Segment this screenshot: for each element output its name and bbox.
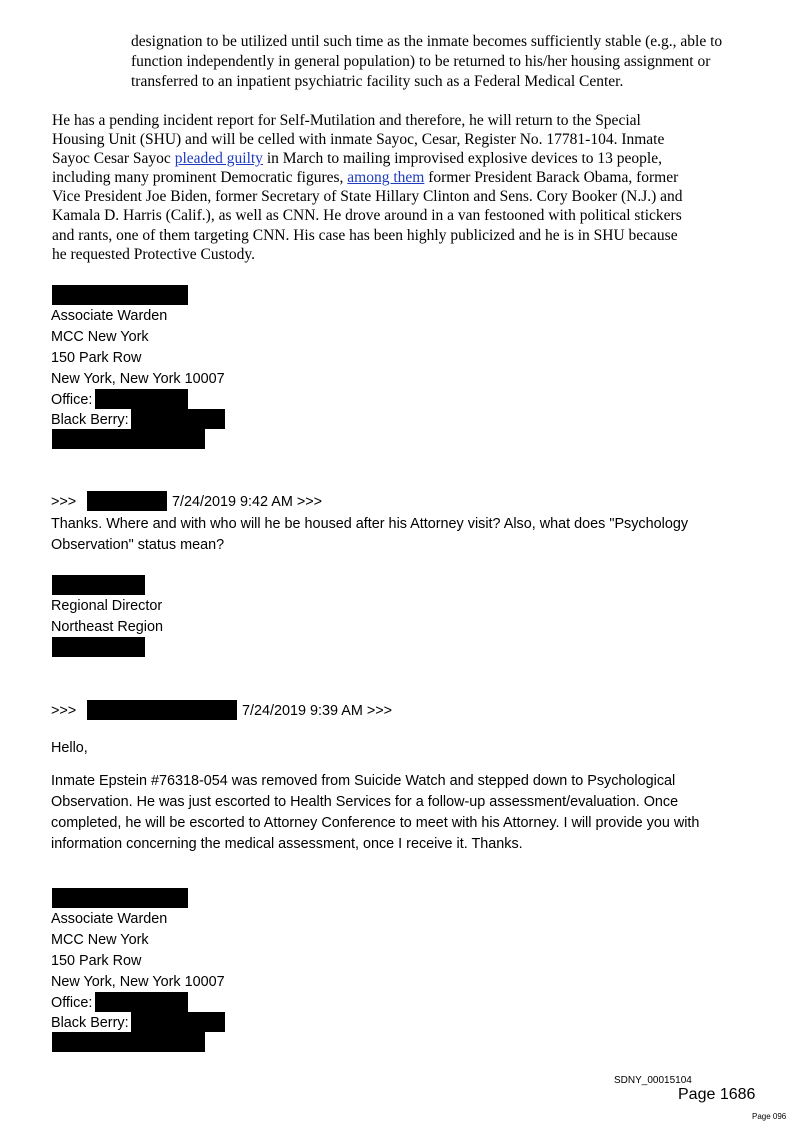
blackberry-label: Black Berry: (51, 1015, 129, 1031)
para1-line-7: and rants, one of them targeting CNN. His case has been highly publicized and he is in SHU because (52, 227, 678, 244)
email-body-line-4: information concerning the medical assessment, once I receive it. Thanks. (51, 836, 523, 852)
redaction-name (52, 575, 145, 595)
blackberry-label: Black Berry: (51, 412, 129, 428)
signature-address-2: New York, New York 10007 (51, 371, 225, 387)
para1-line-5: Vice President Joe Biden, former Secretary of State Hillary Clinton and Sens. Cory Booker (N.J.) and (52, 188, 683, 205)
signature-address-1: 150 Park Row (51, 953, 142, 969)
email-body-line-2: Observation. He was just escorted to Health Services for a follow-up assessment/evaluation. Once (51, 794, 679, 810)
para1-line-2: Housing Unit (SHU) and will be celled with inmate Sayoc, Cesar, Register No. 17781-104. Inmate (52, 131, 665, 148)
signature-address-1: 150 Park Row (51, 350, 142, 366)
redaction-sender (87, 491, 167, 511)
redaction-name (52, 285, 188, 305)
redaction-name (52, 888, 188, 908)
redaction-office-phone (95, 389, 188, 409)
signature-address-2: New York, New York 10007 (51, 974, 225, 990)
office-label: Office: (51, 392, 93, 408)
email-header-datetime: 7/24/2019 9:42 AM >>> (172, 494, 323, 510)
redaction-sender (87, 700, 237, 720)
redaction-blackberry (131, 409, 225, 429)
email-greeting: Hello, (51, 740, 88, 756)
among-them-link[interactable]: among them (347, 169, 425, 186)
para1-line-3: Sayoc Cesar Sayoc pleaded guilty in March to mailing improvised explosive devices to 13 people, (52, 150, 662, 167)
para1-line-6: Kamala D. Harris (Calif.), as well as CNN. He drove around in a van festooned with political stickers (52, 207, 682, 224)
quote-line-3: transferred to an inpatient psychiatric facility such as a Federal Medical Center. (131, 73, 624, 90)
redaction-blackberry (131, 1012, 225, 1032)
signature-org: MCC New York (51, 932, 149, 948)
page-number-small: Page 096 (752, 1112, 787, 1121)
bates-number: SDNY_00015104 (614, 1075, 692, 1086)
email-header-datetime: 7/24/2019 9:39 AM >>> (242, 703, 393, 719)
para1-line-1: He has a pending incident report for Self-Mutilation and therefore, he will return to the Special (52, 112, 641, 129)
signature-org: MCC New York (51, 329, 149, 345)
para1-line-8: he requested Protective Custody. (52, 246, 256, 263)
quote-line-1: designation to be utilized until such time as the inmate becomes sufficiently stable (e.g., able to (131, 33, 723, 50)
redaction-contact (52, 637, 145, 657)
quote-line-2: function independently in general population) to be returned to his/her housing assignment or (131, 53, 711, 70)
email-header-prefix: >>> (51, 494, 77, 510)
redaction-email (52, 429, 205, 449)
email-header-prefix: >>> (51, 703, 77, 719)
email-body-line-1: Thanks. Where and with who will he be housed after his Attorney visit? Also, what does "Psychology (51, 516, 689, 532)
signature-title: Associate Warden (51, 911, 168, 927)
email-body-line-3: completed, he will be escorted to Attorney Conference to meet with his Attorney. I will provide you with (51, 815, 700, 831)
office-label: Office: (51, 995, 93, 1011)
para1-line-4: including many prominent Democratic figures, among them former President Barack Obama, former (52, 169, 679, 186)
pleaded-guilty-link[interactable]: pleaded guilty (174, 150, 263, 167)
signature-title: Regional Director (51, 598, 163, 614)
email-body-line-2: Observation" status mean? (51, 537, 225, 553)
signature-title: Associate Warden (51, 308, 168, 324)
email-body-line-1: Inmate Epstein #76318-054 was removed from Suicide Watch and stepped down to Psychological (51, 773, 676, 789)
signature-region: Northeast Region (51, 619, 163, 635)
redaction-office-phone (95, 992, 188, 1012)
page-number: Page 1686 (678, 1086, 756, 1103)
redaction-email (52, 1032, 205, 1052)
